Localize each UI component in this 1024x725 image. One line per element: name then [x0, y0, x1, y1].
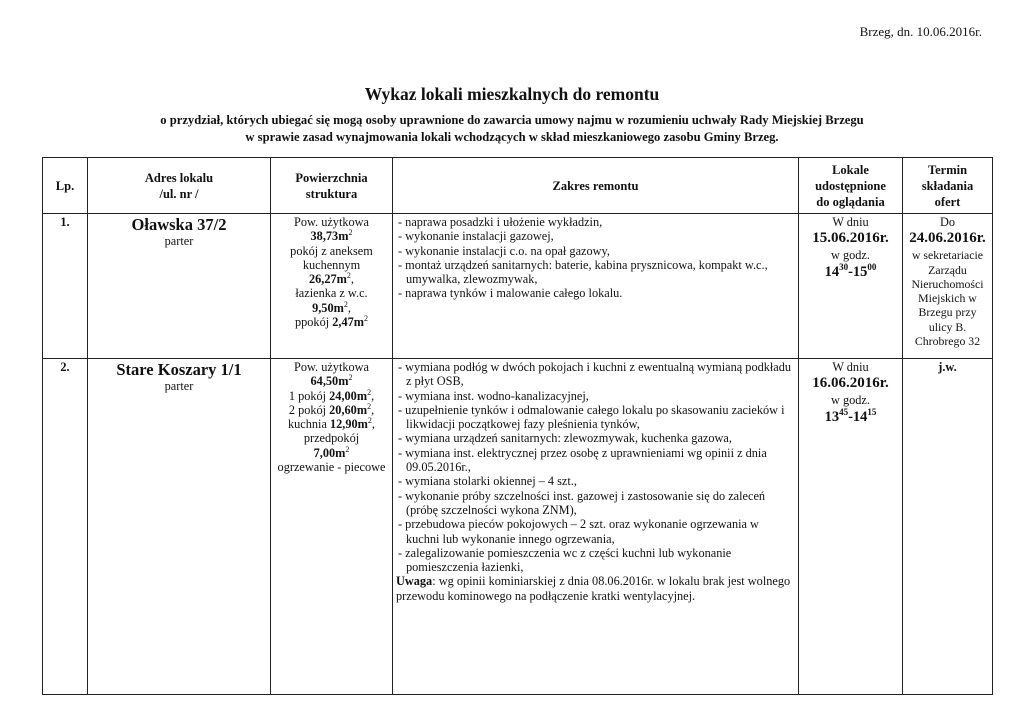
row-viewing	[799, 359, 903, 695]
document-date: Brzeg, dn. 10.06.2016r.	[859, 24, 982, 39]
area-room2: 2 pokój $20,60m^2$,	[288, 401, 375, 417]
header-area-line2: struktura	[305, 186, 358, 201]
row-lp: 2.	[43, 359, 88, 695]
header-viewing-line2: udostępnione	[815, 178, 886, 193]
work-item: - wymiana inst. wodno-kanalizacyjnej,	[398, 388, 589, 403]
row-address	[88, 214, 271, 359]
area-usable-value: $38,73m^2$	[310, 228, 353, 244]
deadline-place: w sekretariacie Zarządu Nieruchomości Miejskich w Brzegu przy ulicy B. Chrobrego 32	[911, 248, 984, 349]
subtitle-line-2: w sprawie zasad wynajmowania lokali wchodzących w skład mieszkaniowego zasobu Gminy Brzeg.	[245, 129, 779, 144]
work-item: - uzupełnienie tynków i odmalowanie całego lokalu po skasowaniu zacieków i likwidacji początkowej fazy pleśnienia tynków,	[398, 402, 785, 432]
area-usable-label: Pow. użytkowa	[293, 215, 370, 229]
area-bathroom-label: łazienka z w.c.	[295, 286, 368, 301]
table-header-row	[43, 158, 993, 214]
header-area	[271, 158, 393, 214]
row-deadline	[903, 214, 993, 359]
work-item: - przebudowa pieców pokojowych – 2 szt. oraz wykonanie ogrzewania w kuchni lub wykonanie innego ogrzewania,	[398, 517, 759, 546]
header-address	[88, 158, 271, 214]
row-works	[393, 359, 799, 695]
work-item: - naprawa posadzki i ułożenie wykładzin,	[398, 215, 603, 229]
viewing-hours-label: w godz.	[831, 248, 870, 263]
work-item: - wykonanie instalacji c.o. na opał gazowy,	[398, 243, 610, 258]
area-usable-value: $64,50m^2$	[310, 373, 353, 389]
area-hall-label: przedpokój	[303, 431, 360, 446]
deadline-label: Do	[939, 215, 956, 229]
row-viewing	[799, 214, 903, 359]
document-title: Wykaz lokali mieszkalnych do remontu	[364, 84, 660, 104]
table-row	[43, 359, 993, 695]
table-row	[43, 214, 993, 359]
header-deadline-line1: Termin	[927, 162, 968, 177]
row-works	[393, 214, 799, 359]
header-lp: Lp.	[43, 158, 88, 214]
area-room1: 1 pokój $24,00m^2$,	[288, 387, 375, 403]
work-item: - montaż urządzeń sanitarnych: baterie, kabina prysznicowa, kompakt w.c., umywalka, zlewozmywak,	[398, 257, 768, 287]
address-street: Oławska 37/2	[131, 215, 227, 234]
area-hall-value: $7,00m^2$	[313, 444, 350, 460]
viewing-label: W dniu	[832, 215, 869, 229]
viewing-date: 15.06.2016r.	[812, 230, 889, 247]
remark-text: : wg opinii kominiarskiej z dnia 08.06.2016r. w lokalu brak jest wolnego przewodu kominowego na podłączenie kratki wentylacyjnej.	[396, 574, 791, 603]
header-deadline-line3: ofert	[934, 194, 961, 209]
remark	[396, 574, 795, 603]
row-area	[271, 359, 393, 695]
area-room: ppokój $2,47m^2$	[294, 313, 368, 330]
document-subtitle	[0, 112, 1024, 145]
work-item: - wymiana stolarki okiennej – 4 szt.,	[398, 474, 577, 489]
work-item: - wykonanie próby szczelności inst. gazowej i zastosowanie się do zaleceń (próbę szczelności wykona ZNM),	[398, 488, 766, 517]
viewing-hours: $14^{30}-15^{00}$	[824, 261, 877, 280]
header-viewing-line1: Lokale	[832, 162, 869, 177]
viewing-label: W dniu	[832, 360, 869, 374]
area-bathroom-value: $9,50m^2$,	[312, 299, 351, 315]
work-item: - wymiana podłóg w dwóch pokojach i kuchni z ewentualną wymianą podkładu z płyt OSB,	[398, 360, 792, 389]
work-item: - wymiana inst. elektrycznej przez osobę z uprawnieniami wg opinii z dnia 09.05.2016r.,	[398, 445, 767, 475]
header-address-line1: Adres lokalu	[144, 170, 214, 185]
work-item: - zalegalizowanie pomieszczenia wc z części kuchni lub wykonanie pomieszczenia łazienki,	[398, 545, 732, 575]
header-viewing	[799, 158, 903, 214]
apartments-table	[42, 157, 993, 695]
header-area-line1: Powierzchnia	[295, 170, 368, 185]
deadline-date: 24.06.2016r.	[909, 230, 986, 247]
header-deadline-line2: składania	[921, 178, 974, 193]
header-address-line2: /ul. nr /	[159, 186, 199, 201]
subtitle-line-1: o przydział, których ubiegać się mogą osoby uprawnione do zawarcia umowy najmu w rozumieniu uchwały Rady Miejskiej Brzegu	[160, 113, 864, 127]
remark-label: Uwaga	[396, 574, 433, 589]
row-lp: 1.	[43, 214, 88, 359]
viewing-hours: $13^{45}-14^{15}$	[824, 406, 877, 425]
area-usable-label: Pow. użytkowa	[293, 360, 370, 374]
deadline-same: j.w.	[938, 360, 957, 374]
row-deadline	[903, 359, 993, 695]
header-viewing-line3: do oglądania	[816, 194, 885, 209]
address-floor: parter	[164, 379, 194, 393]
area-room-kitchen-label: pokój z aneksem kuchennym	[290, 243, 373, 272]
area-room-kitchen-value: $26,27m^2$,	[309, 271, 354, 287]
row-address	[88, 359, 271, 695]
work-item: - wymiana urządzeń sanitarnych: zlewozmywak, kuchenka gazowa,	[398, 431, 732, 446]
viewing-hours-label: w godz.	[831, 393, 870, 408]
address-floor: parter	[164, 234, 194, 248]
header-deadline	[903, 158, 993, 214]
area-heating: ogrzewanie - piecowe	[277, 460, 386, 475]
header-scope: Zakres remontu	[393, 158, 799, 214]
row-area	[271, 214, 393, 359]
area-kitchen: kuchnia $12,90m^2$,	[287, 416, 375, 432]
viewing-date: 16.06.2016r.	[812, 375, 889, 392]
work-item: - naprawa tynków i malowanie całego lokalu.	[398, 286, 623, 301]
work-item: - wykonanie instalacji gazowej,	[398, 229, 554, 244]
address-street: Stare Koszary 1/1	[116, 360, 242, 379]
